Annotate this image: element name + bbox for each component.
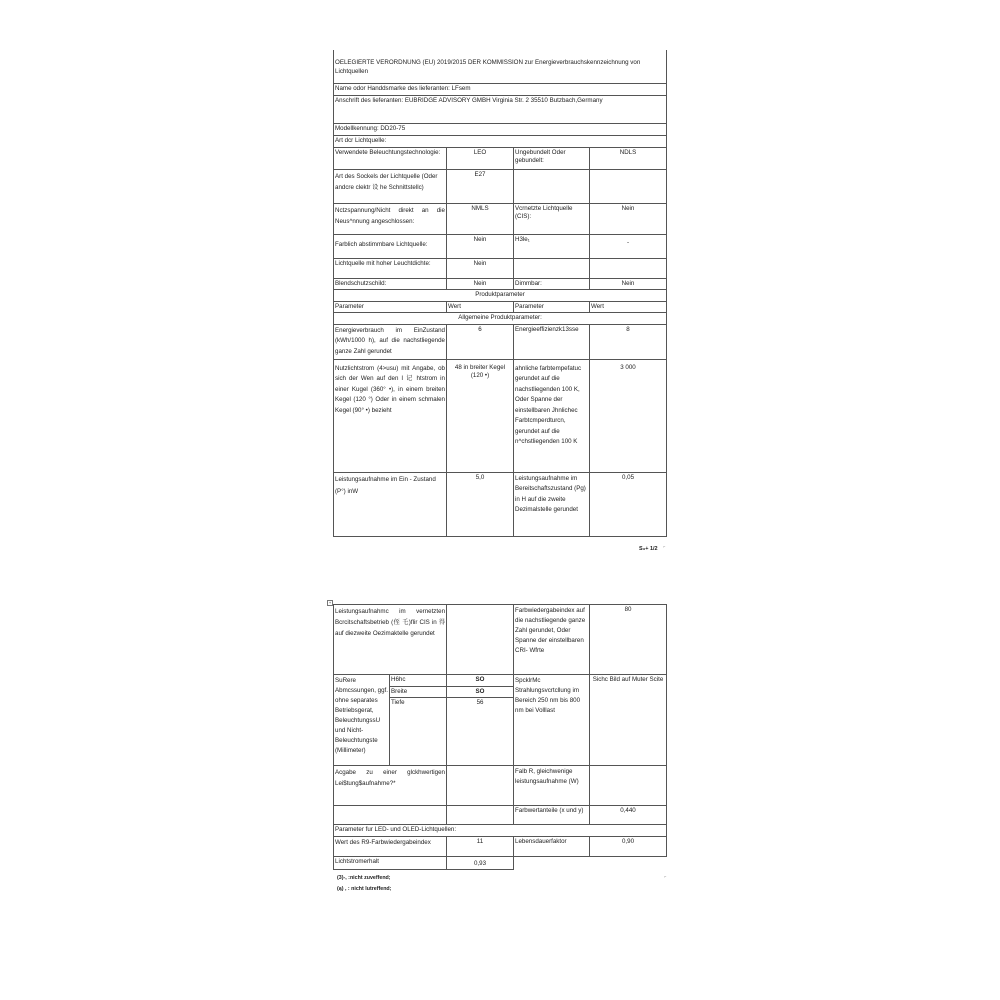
spectral-distribution-value: Sichc Bild auf Muter Scite bbox=[590, 675, 667, 766]
energy-consumption-value: 6 bbox=[447, 324, 514, 359]
empty-cell bbox=[590, 169, 667, 203]
width-value: SO bbox=[447, 686, 514, 698]
column-header-value: Wert bbox=[447, 301, 514, 313]
equivalent-power-label: Acgabe zu einer glckhwertigen Lei$tung$aufnahme?* bbox=[334, 766, 447, 806]
color-tunable-value: Nein bbox=[447, 234, 514, 258]
energy-class-label: Energieeffizienzk13sse bbox=[514, 324, 590, 359]
color-temperature-label: ahnliche farbtempefatuc gerundet auf die nachstliegenden 100 K, Oder Spanne der einstellbaren Jhnlichec Farbtcmperdturcn, gerundet auf die n^chstliegenden 100 K bbox=[514, 359, 590, 472]
dimmable-value: Nein bbox=[590, 278, 667, 290]
empty-cell bbox=[447, 806, 514, 825]
standby-power-value: 0,05 bbox=[590, 472, 667, 536]
standby-power-label: Leistungsaufnahme im Bereitschaftszustand (Pg) in H auf die zweite Dezimalstelle gerundet bbox=[514, 472, 590, 536]
supplier-address: Anschrift des lieferanten: EUBRIDGE ADVISORY GMBH Virginia Str. 2 35510 Butzbach,Germany bbox=[334, 95, 667, 123]
page-number: S₃+ 1/2 bbox=[639, 546, 658, 552]
mains-value: NMLS bbox=[447, 203, 514, 234]
chromaticity-value: 0,440 bbox=[590, 806, 667, 825]
depth-value: 56 bbox=[447, 698, 514, 766]
dimensions-label: SuRere Abmcssungen, ggf. ohne separates Betriebsgerat, BeleuchtungssU und Nicht-Beleuchtungste (Millimeter) bbox=[334, 675, 390, 766]
cls-value: Nein bbox=[590, 203, 667, 234]
corner-mark: ⌐ bbox=[663, 544, 666, 549]
height-value: SO bbox=[447, 675, 514, 687]
empty-cell bbox=[590, 258, 667, 278]
cri-label: Farbwiedergabeindex auf die nachstliegende ganze Zahl gerundet, Oder Spanne der einstellbaren CRI- Wfrte bbox=[514, 605, 590, 675]
color-temperature-value: 3 000 bbox=[590, 359, 667, 472]
footnote-2: (ą) , : nicht lutreffend; bbox=[337, 886, 392, 892]
corner-mark: ⌐ bbox=[664, 874, 667, 879]
empty-cell bbox=[514, 856, 590, 870]
high-luminance-value: Nein bbox=[447, 258, 514, 278]
technology-label: Verwendete Beleuchtungstechnologie: bbox=[334, 147, 447, 169]
h3ie-value: - bbox=[590, 234, 667, 258]
equivalent-power-value bbox=[447, 766, 514, 806]
glare-shield-value: Nein bbox=[447, 278, 514, 290]
r9-index-label: Wert des R9-Farbwiedergabeindex bbox=[334, 836, 447, 856]
bundled-label: Ungebundelt Oder gebundelt: bbox=[514, 147, 590, 169]
chromaticity-label: Farbwertanteile (x und y) bbox=[514, 806, 590, 825]
empty-cell bbox=[514, 169, 590, 203]
dimmable-label: Dimmbar: bbox=[514, 278, 590, 290]
general-parameters-heading: Allgemeine Produktparameter: bbox=[334, 313, 667, 325]
rated-power-label: Falb R, gleichwenige leistungsaufnahme (W) bbox=[514, 766, 590, 806]
luminous-flux-label: Nutzlichtstrom (4>usu) mit Angabe, ob sich der Wen auf den I 记 htstrom in einer Kugel (360° •), in einem breiten Kegel (120 °) Oder in einem schmalen Kegel (90° •) bezieht bbox=[334, 359, 447, 472]
socket-label: Art des Sockels der Lichtquelle (Oder andcre clektr 设 he Schnittstellc) bbox=[334, 169, 447, 203]
document-page-1 bbox=[333, 50, 666, 552]
survival-factor-value: 0,90 bbox=[590, 836, 667, 856]
glare-shield-label: Blendschutzschild: bbox=[334, 278, 447, 290]
depth-label: Tiefe bbox=[390, 698, 447, 766]
h3ie-label: H3le₁ bbox=[514, 234, 590, 258]
technology-value: LEO bbox=[447, 147, 514, 169]
empty-cell bbox=[334, 806, 447, 825]
column-header-parameter: Parameter bbox=[514, 301, 590, 313]
lumen-maintenance-label: Lichtstromerhalt bbox=[334, 856, 447, 870]
networked-standby-value bbox=[447, 605, 514, 675]
on-mode-power-value: 5,0 bbox=[447, 472, 514, 536]
supplier-name: Name odor Handdsmarke des lieferanten: LFsem bbox=[334, 83, 667, 95]
footnote-1: (3)-, :nicht zuveffend; bbox=[337, 875, 391, 881]
height-label: H6hc bbox=[390, 675, 447, 687]
light-source-type: Art dcr Lichtquelle: bbox=[334, 135, 667, 147]
lumen-maintenance-value: 0,93 bbox=[447, 856, 514, 870]
empty-cell bbox=[590, 856, 667, 870]
document-page-2 bbox=[328, 600, 667, 892]
survival-factor-label: Lebensdauerfaktor bbox=[514, 836, 590, 856]
product-parameters-heading: Produktparameter bbox=[334, 290, 667, 302]
color-tunable-label: Farblich abstimmbare Lichtquelle: bbox=[334, 234, 447, 258]
on-mode-power-label: Leistungsaufnahme im Ein - Zustand (P°) inW bbox=[334, 472, 447, 536]
label-table-page-1 bbox=[333, 50, 667, 537]
empty-cell bbox=[514, 258, 590, 278]
spectral-distribution-label: SpcklrMc Strahlungsvcrtcllung im Bereich 250 nm bis 800 nm bei Volllast bbox=[514, 675, 590, 766]
networked-standby-label: Leistungsaufnahmc im vernetzten Bcrcitschaftsbetrieb (侄 乇)flir CIS in 得 auf diezweite Oezimaktelle gerundet bbox=[334, 605, 447, 675]
mains-label: Nctzspannung/Nicht direkt an die Neus^nnung angeschlossen: bbox=[334, 203, 447, 234]
regulation-title: OELEGIERTE VERORDNUNG (EU) 2019/2015 DER KOMMISSION zur Energieverbrauchskennzeichnung von Lichtquellen bbox=[334, 50, 667, 83]
model-identifier: Modellkennung: DD20-75 bbox=[334, 123, 667, 135]
luminous-flux-value: 48 in breiter Kegel (120 •) bbox=[447, 359, 514, 472]
table-anchor-icon: + bbox=[328, 600, 332, 605]
cls-label: Vcrnetzte Lichtquelle (CIS): bbox=[514, 203, 590, 234]
rated-power-value bbox=[590, 766, 667, 806]
width-label: Breite bbox=[390, 686, 447, 698]
column-header-value: Wert bbox=[590, 301, 667, 313]
column-header-parameter: Parameter bbox=[334, 301, 447, 313]
energy-consumption-label: Energieverbrauch im EinZustand (kWh/1000 h), auf die nachstliegende ganze Zahl gerundet bbox=[334, 324, 447, 359]
energy-class-value: 8 bbox=[590, 324, 667, 359]
cri-value: 80 bbox=[590, 605, 667, 675]
bundled-value: NDLS bbox=[590, 147, 667, 169]
label-table-page-2 bbox=[333, 604, 667, 870]
led-parameters-heading: Parameter fur LED- und OLED-Lichtquellen: bbox=[334, 825, 667, 837]
r9-index-value: 11 bbox=[447, 836, 514, 856]
socket-value: E27 bbox=[447, 169, 514, 203]
high-luminance-label: Lichtquelle mit hoher Leuchtdichte: bbox=[334, 258, 447, 278]
